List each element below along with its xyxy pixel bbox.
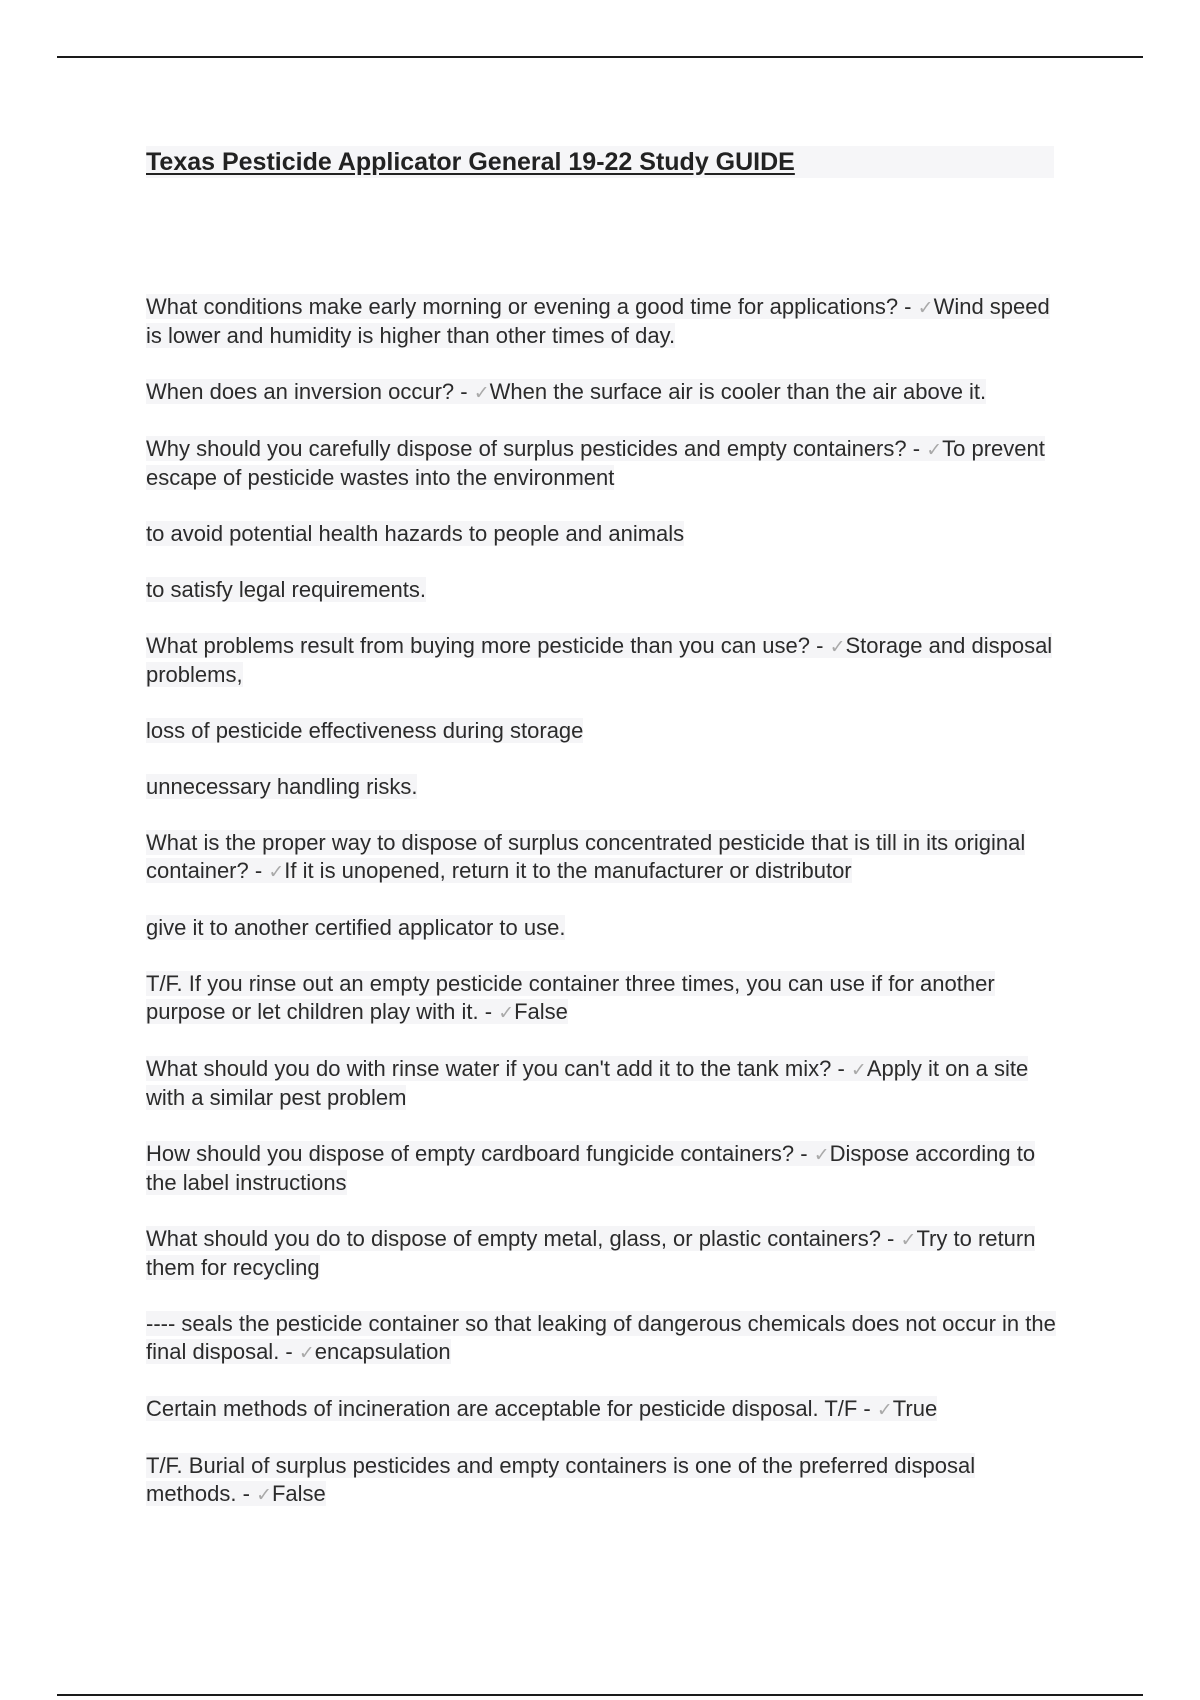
qa-text bbox=[146, 1396, 937, 1421]
page-top-rule bbox=[57, 56, 1143, 58]
answer-text: Try to return them for recycling bbox=[146, 1226, 1036, 1280]
page-bottom-rule bbox=[57, 1694, 1143, 1696]
answer-text: Dispose according to the label instructions bbox=[146, 1141, 1036, 1195]
qa-text bbox=[146, 577, 426, 602]
check-mark-icon: ✓ bbox=[876, 1399, 893, 1421]
qa-text bbox=[146, 1141, 1035, 1195]
continuation-text: to avoid potential health hazards to people and animals bbox=[146, 521, 685, 546]
check-mark-icon: ✓ bbox=[268, 861, 285, 883]
answer-text: Apply it on a site with a similar pest problem bbox=[146, 1056, 1029, 1110]
question-text: What should you do with rinse water if you can't add it to the tank mix? - bbox=[146, 1056, 845, 1081]
continuation-text: give it to another certified applicator to use. bbox=[146, 915, 566, 940]
qa-item bbox=[146, 829, 1066, 886]
check-mark-icon: ✓ bbox=[298, 1342, 315, 1364]
question-text: Certain methods of incineration are acceptable for pesticide disposal. T/F - bbox=[146, 1396, 871, 1421]
question-text: When does an inversion occur? - bbox=[146, 379, 468, 404]
question-text: T/F. If you rinse out an empty pesticide container three times, you can use if for another purpose or let children play with it. - bbox=[146, 971, 995, 1024]
question-text: What should you do to dispose of empty metal, glass, or plastic containers? - bbox=[146, 1226, 895, 1251]
answer-text: False bbox=[271, 1481, 326, 1506]
qa-item bbox=[146, 435, 1066, 492]
continuation-line bbox=[146, 576, 1066, 604]
question-text: How should you dispose of empty cardboard fungicide containers? - bbox=[146, 1141, 808, 1166]
qa-item bbox=[146, 1225, 1066, 1282]
qa-text bbox=[146, 521, 684, 546]
check-mark-icon: ✓ bbox=[917, 297, 934, 319]
qa-text bbox=[146, 633, 1052, 687]
continuation-line bbox=[146, 914, 1066, 942]
continuation-text: loss of pesticide effectiveness during storage bbox=[146, 718, 584, 743]
question-text: What conditions make early morning or evening a good time for applications? - bbox=[146, 294, 912, 319]
continuation-text: unnecessary handling risks. bbox=[146, 774, 418, 799]
answer-text: True bbox=[892, 1396, 938, 1421]
question-text: What problems result from buying more pesticide than you can use? - bbox=[146, 633, 824, 658]
qa-text bbox=[146, 915, 565, 940]
qa-text bbox=[146, 1056, 1028, 1110]
answer-text: encapsulation bbox=[314, 1339, 451, 1364]
qa-item bbox=[146, 970, 1066, 1027]
title-banner bbox=[146, 146, 1054, 178]
qa-text bbox=[146, 830, 1025, 883]
answer-text: If it is unopened, return it to the manufacturer or distributor bbox=[284, 858, 852, 883]
qa-text bbox=[146, 1453, 975, 1506]
question-text: T/F. Burial of surplus pesticides and empty containers is one of the preferred disposal methods. - bbox=[146, 1453, 976, 1506]
check-mark-icon: ✓ bbox=[926, 439, 943, 461]
continuation-line bbox=[146, 717, 1066, 745]
check-mark-icon: ✓ bbox=[813, 1144, 830, 1166]
answer-text: Storage and disposal problems, bbox=[146, 633, 1053, 687]
question-text: What is the proper way to dispose of surplus concentrated pesticide that is till in its original container? - bbox=[146, 830, 1026, 883]
continuation-text: to satisfy legal requirements. bbox=[146, 577, 427, 602]
check-mark-icon: ✓ bbox=[473, 382, 490, 404]
qa-text bbox=[146, 971, 995, 1024]
question-text: ---- seals the pesticide container so that leaking of dangerous chemicals does not occur in the final disposal. - bbox=[146, 1311, 1056, 1364]
check-mark-icon: ✓ bbox=[829, 636, 846, 658]
qa-text bbox=[146, 1226, 1035, 1280]
qa-text bbox=[146, 774, 417, 799]
document-title: Texas Pesticide Applicator General 19-22 Study GUIDE bbox=[146, 148, 795, 176]
qa-item bbox=[146, 1310, 1066, 1367]
continuation-line bbox=[146, 520, 1066, 548]
qa-text bbox=[146, 718, 583, 743]
check-mark-icon: ✓ bbox=[850, 1059, 867, 1081]
check-mark-icon: ✓ bbox=[498, 1002, 515, 1024]
qa-text bbox=[146, 379, 986, 404]
qa-item bbox=[146, 1452, 1066, 1509]
qa-text bbox=[146, 294, 1050, 348]
answer-text: When the surface air is cooler than the air above it. bbox=[489, 379, 987, 404]
qa-item bbox=[146, 293, 1066, 350]
qa-list bbox=[146, 293, 1066, 1537]
check-mark-icon: ✓ bbox=[256, 1484, 272, 1506]
answer-text: False bbox=[514, 999, 568, 1024]
question-text: Why should you carefully dispose of surplus pesticides and empty containers? - bbox=[146, 436, 921, 461]
qa-text bbox=[146, 436, 1045, 490]
qa-item bbox=[146, 1395, 1066, 1424]
qa-item bbox=[146, 632, 1066, 689]
qa-text bbox=[146, 1311, 1056, 1364]
continuation-line bbox=[146, 773, 1066, 801]
qa-item bbox=[146, 1140, 1066, 1197]
qa-item bbox=[146, 1055, 1066, 1112]
answer-text: Wind speed is lower and humidity is higher than other times of day. bbox=[146, 294, 1050, 348]
answer-text: To prevent escape of pesticide wastes into the environment bbox=[146, 436, 1045, 490]
qa-item bbox=[146, 378, 1066, 407]
check-mark-icon: ✓ bbox=[900, 1229, 917, 1251]
